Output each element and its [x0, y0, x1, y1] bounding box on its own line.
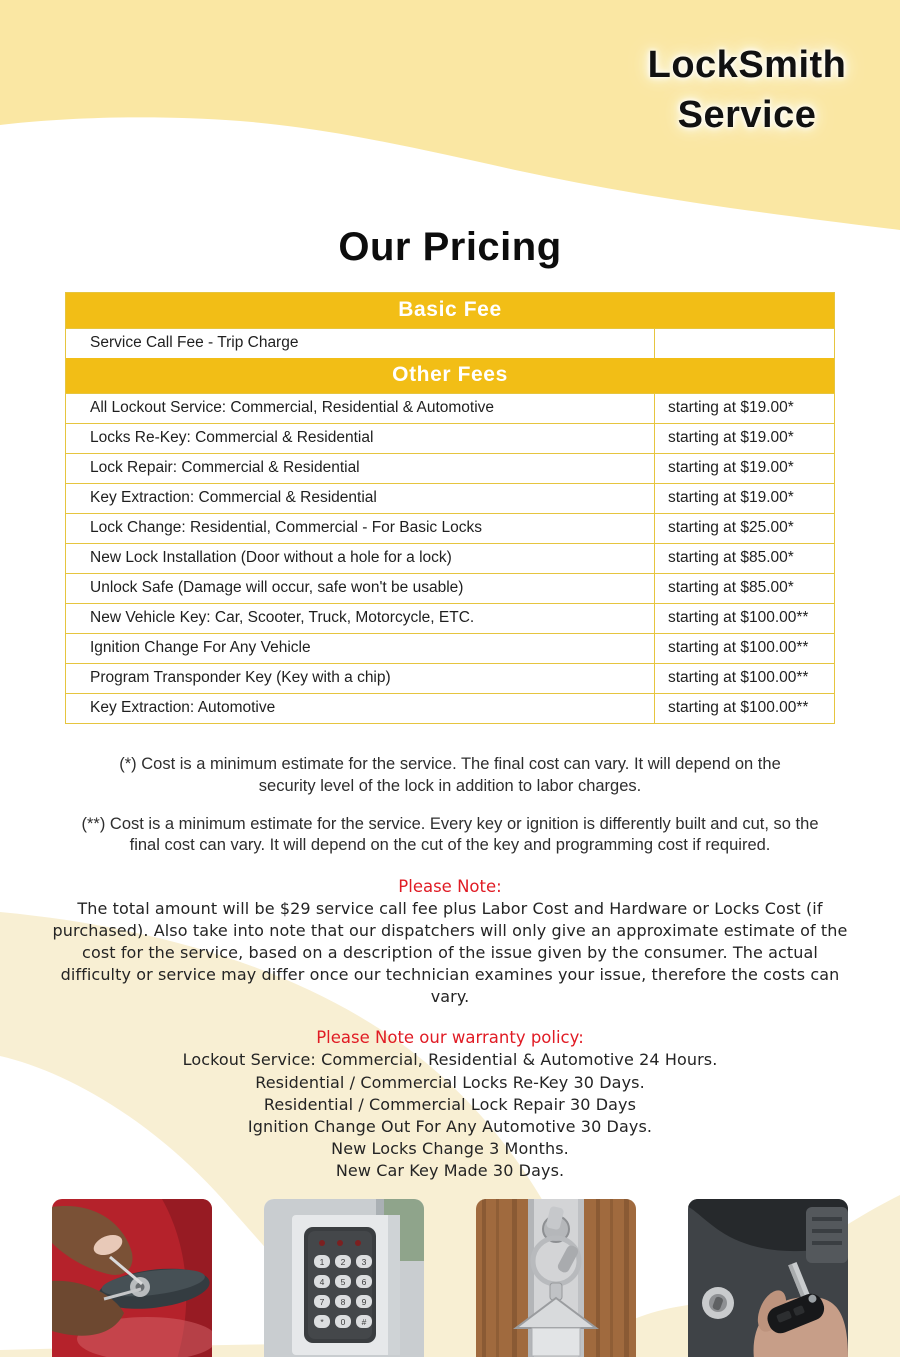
price-cell: starting at $19.00*	[654, 424, 834, 453]
service-cell: All Lockout Service: Commercial, Residential & Automotive	[90, 399, 495, 416]
brand-logo-line1: LockSmith	[647, 44, 847, 86]
svg-text:7: 7	[319, 1296, 325, 1307]
svg-text:1: 1	[319, 1256, 325, 1267]
warranty-policy-line: New Locks Change 3 Months.	[331, 1138, 569, 1158]
table-row	[66, 573, 834, 603]
warranty-policy-line: New Car Key Made 30 Days.	[335, 1160, 565, 1180]
page-title: Our Pricing	[338, 225, 562, 269]
svg-text:4: 4	[319, 1276, 325, 1287]
table-row	[66, 633, 834, 663]
svg-text:3: 3	[361, 1256, 367, 1267]
price-cell: starting at $25.00*	[654, 514, 834, 543]
price-cell: starting at $100.00**	[654, 694, 834, 723]
table-row	[66, 393, 834, 423]
svg-text:5: 5	[340, 1276, 346, 1287]
svg-text:6: 6	[361, 1276, 367, 1287]
warranty-policy-list	[0, 1049, 900, 1181]
table-row	[66, 693, 834, 723]
service-cell: Lock Repair: Commercial & Residential	[90, 459, 360, 476]
footnote-single-asterisk: (*) Cost is a minimum estimate for the service. The final cost can vary. It will depend on the security level of the lock in addition to labor charges.	[119, 755, 781, 795]
warranty-policy-line: Ignition Change Out For Any Automotive 30 Days.	[247, 1116, 653, 1136]
warranty-policy-line: Residential / Commercial Lock Repair 30 Days	[263, 1094, 637, 1114]
table-row	[66, 423, 834, 453]
table-row	[66, 663, 834, 693]
picking-car-door-lock-illustration	[52, 1199, 212, 1357]
picking-car-door-lock-photo	[52, 1199, 212, 1357]
service-cell: Locks Re-Key: Commercial & Residential	[90, 429, 374, 446]
table-row	[66, 483, 834, 513]
table-section-header: Basic Fee	[66, 293, 834, 328]
photo-gallery	[0, 1199, 900, 1357]
service-cell: Lock Change: Residential, Commercial - For Basic Locks	[90, 519, 482, 536]
table-row	[66, 453, 834, 483]
warranty-policy-title: Please Note our warranty policy:	[316, 1028, 584, 1048]
svg-text:9: 9	[361, 1296, 367, 1307]
car-flip-key-ignition-photo	[688, 1199, 848, 1357]
please-note-body: The total amount will be $29 service call fee plus Labor Cost and Hardware or Locks Cost (if purchased). Also take into note that our dispatchers will only give an approximate estimate of the cost for the service, based on a description of the issue given by the consumer. The actual difficulty or service may differ once our technician examines your issue, therefore the costs can vary.	[52, 899, 848, 1007]
brand-logo-line2: Service	[677, 94, 817, 137]
keys-in-door-house-keychain-illustration	[476, 1199, 636, 1357]
service-cell: Key Extraction: Automotive	[90, 699, 276, 716]
keys-in-door-house-keychain-photo	[476, 1199, 636, 1357]
service-cell: Program Transponder Key (Key with a chip)	[90, 669, 391, 686]
svg-text:8: 8	[340, 1296, 346, 1307]
service-cell: Service Call Fee - Trip Charge	[90, 334, 299, 351]
price-cell: starting at $19.00*	[654, 454, 834, 483]
car-flip-key-ignition-illustration	[688, 1199, 848, 1357]
price-cell: starting at $100.00**	[654, 664, 834, 693]
table-row	[66, 603, 834, 633]
service-cell: Unlock Safe (Damage will occur, safe won't be usable)	[90, 579, 464, 596]
price-cell: starting at $85.00*	[654, 544, 834, 573]
svg-text:0: 0	[340, 1316, 346, 1327]
service-cell: New Lock Installation (Door without a hole for a lock)	[90, 549, 452, 566]
service-cell: New Vehicle Key: Car, Scooter, Truck, Motorcycle, ETC.	[90, 609, 475, 626]
table-row	[66, 513, 834, 543]
table-row	[66, 543, 834, 573]
price-cell: starting at $19.00*	[654, 394, 834, 423]
footnote-double-asterisk: (**) Cost is a minimum estimate for the service. Every key or ignition is differently built and cut, so the final cost can vary. It will depend on the cut of the key and programming cost if required.	[81, 814, 819, 855]
please-note-title: Please Note:	[398, 877, 502, 897]
price-cell: starting at $100.00**	[654, 634, 834, 663]
brand-logo	[612, 40, 882, 140]
warranty-policy-line: Residential / Commercial Locks Re-Key 30 Days.	[255, 1072, 645, 1092]
svg-text:#: #	[361, 1316, 367, 1327]
price-cell	[654, 329, 834, 358]
keypad-door-lock-illustration	[264, 1199, 424, 1357]
keypad-door-lock-photo	[264, 1199, 424, 1357]
svg-text:2: 2	[340, 1256, 346, 1267]
warranty-policy-line: Lockout Service: Commercial, Residential & Automotive 24 Hours.	[182, 1050, 718, 1070]
pricing-table	[65, 292, 835, 724]
price-cell: starting at $100.00**	[654, 604, 834, 633]
table-row	[66, 328, 834, 358]
price-cell: starting at $85.00*	[654, 574, 834, 603]
table-section-header: Other Fees	[66, 358, 834, 393]
svg-text:*: *	[320, 1316, 324, 1327]
notes-section	[0, 754, 900, 1182]
price-cell: starting at $19.00*	[654, 484, 834, 513]
service-cell: Key Extraction: Commercial & Residential	[90, 489, 377, 506]
service-cell: Ignition Change For Any Vehicle	[90, 639, 311, 656]
